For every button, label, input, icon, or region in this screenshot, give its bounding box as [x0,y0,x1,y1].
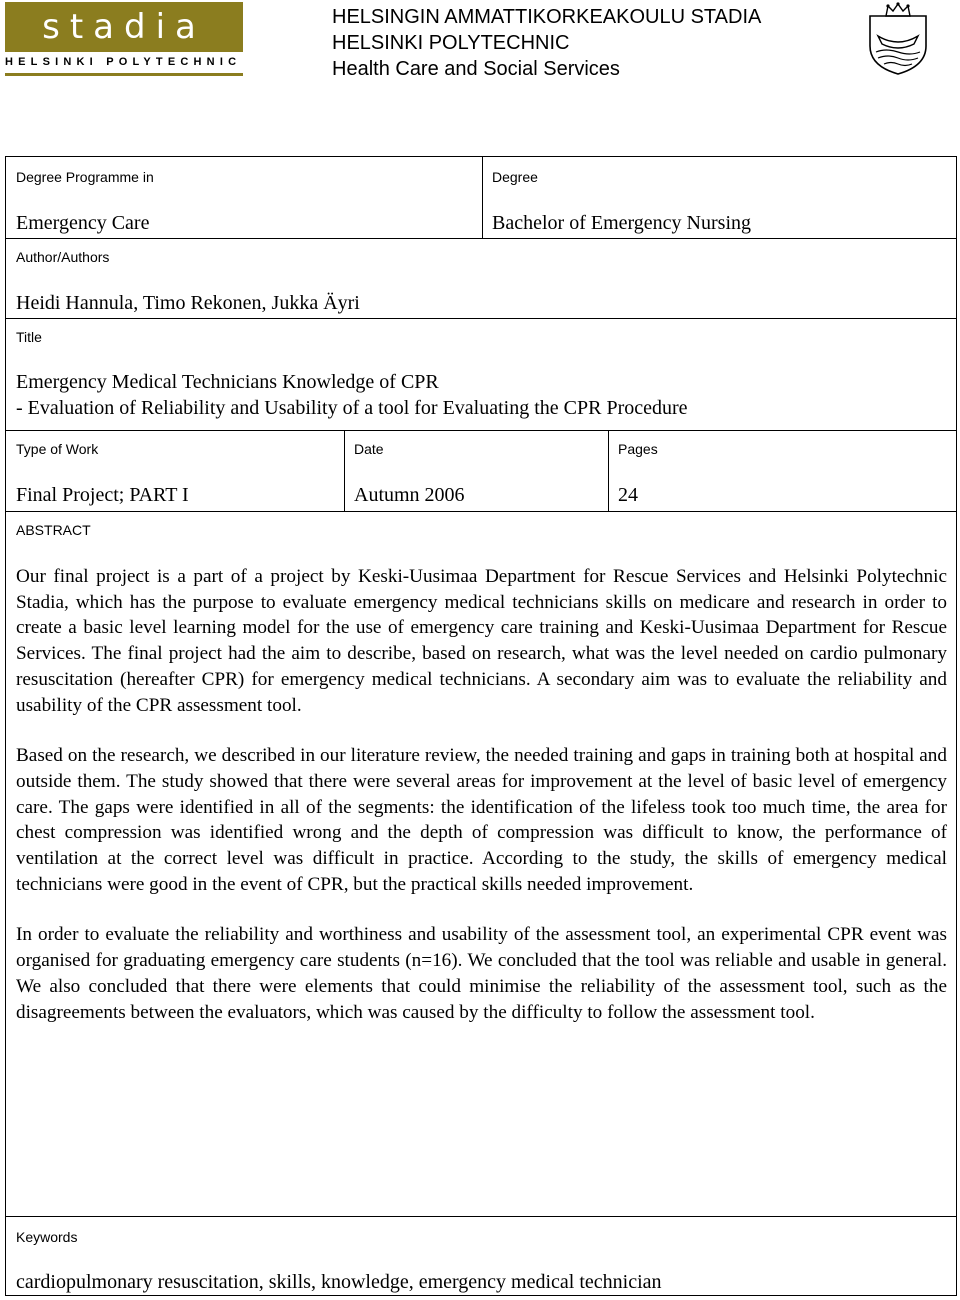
institution-header [332,4,761,82]
authors-value: Heidi Hannula, Timo Rekonen, Jukka Äyri [16,292,360,314]
pages-cell [608,431,958,511]
header-line-2: HELSINKI POLYTECHNIC [332,32,570,54]
abstract-label: ABSTRACT [16,522,91,538]
logo-banner [5,2,243,52]
pages-value: 24 [618,484,638,506]
keywords-value: cardiopulmonary resuscitation, skills, knowledge, emergency medical technician [16,1271,662,1293]
type-of-work-value: Final Project; PART I [16,484,189,506]
abstract-row [6,512,956,1217]
authors-label: Author/Authors [16,249,110,265]
title-line-2: - Evaluation of Reliability and Usability of a tool for Evaluating the CPR Procedure [16,397,688,419]
programme-value: Emergency Care [16,212,150,234]
degree-label: Degree [492,169,538,185]
title-row [6,319,956,431]
degree-cell [482,157,958,238]
programme-label: Degree Programme in [16,169,154,185]
degree-value: Bachelor of Emergency Nursing [492,212,751,234]
helsinki-crest-icon [866,2,930,76]
header-line-3: Health Care and Social Services [332,58,620,80]
keywords-label: Keywords [16,1229,78,1245]
pages-label: Pages [618,441,658,457]
logo-underline [5,73,243,76]
header-line-1: HELSINGIN AMMATTIKORKEAKOULU STADIA [332,6,762,28]
title-line-1: Emergency Medical Technicians Knowledge of CPR [16,371,439,393]
programme-cell [6,157,482,238]
keywords-row [6,1217,956,1297]
logo-wordmark: stadia [42,7,206,47]
logo-subtitle: HELSINKI POLYTECHNIC [5,56,242,68]
abstract-body [16,564,947,1050]
abstract-form [5,156,957,1296]
type-of-work-label: Type of Work [16,441,99,457]
abstract-paragraph: In order to evaluate the reliability and worthiness and usability of the assessment tool, an experimental CPR event was organised for graduating emergency care students (n=16). We concluded that the tool was reliable and usable in general. We also concluded that there were elements that could minimise the reliability of the assessment tool, such as the disagreements between the evaluators, which was caused by the difficulty to follow the assessment tool. [16,924,947,1023]
work-date-pages-row [6,431,956,512]
date-cell [344,431,608,511]
programme-degree-row [6,157,956,239]
date-value: Autumn 2006 [354,484,465,506]
date-label: Date [354,441,384,457]
stadia-logo [5,2,243,76]
abstract-paragraph: Based on the research, we described in our literature review, the needed training and gaps in training both at hospital and outside them. The study showed that there were several areas for improvement at the level of basic level of emergency care. The gaps were identified in all of the segments: the identification of the lifeless took too much time, the area for chest compression was identified wrong and the depth of compression was difficult to know, the performance of ventilation at the correct level was difficult in practice. According to the study, the skills of emergency medical technicians were good in the event of CPR, but the practical skills needed improvement. [16,745,947,895]
abstract-paragraph: Our final project is a part of a project by Keski-Uusimaa Department for Rescue Services and Helsinki Polytechnic Stadia, which has the purpose to evaluate emergency medical technicians skills on medicare and research in order to create a basic level learning model for the use of emergency care training and Keski-Uusimaa Department for Rescue Services. The final project had the aim to describe, based on research, what was the level needed on cardio pulmonary resuscitation (hereafter CPR) for emergency medical technicians. A secondary aim was to evaluate the reliability and usability of the CPR assessment tool. [16,566,947,716]
type-of-work-cell [6,431,344,511]
authors-row [6,239,956,319]
title-label: Title [16,329,42,345]
